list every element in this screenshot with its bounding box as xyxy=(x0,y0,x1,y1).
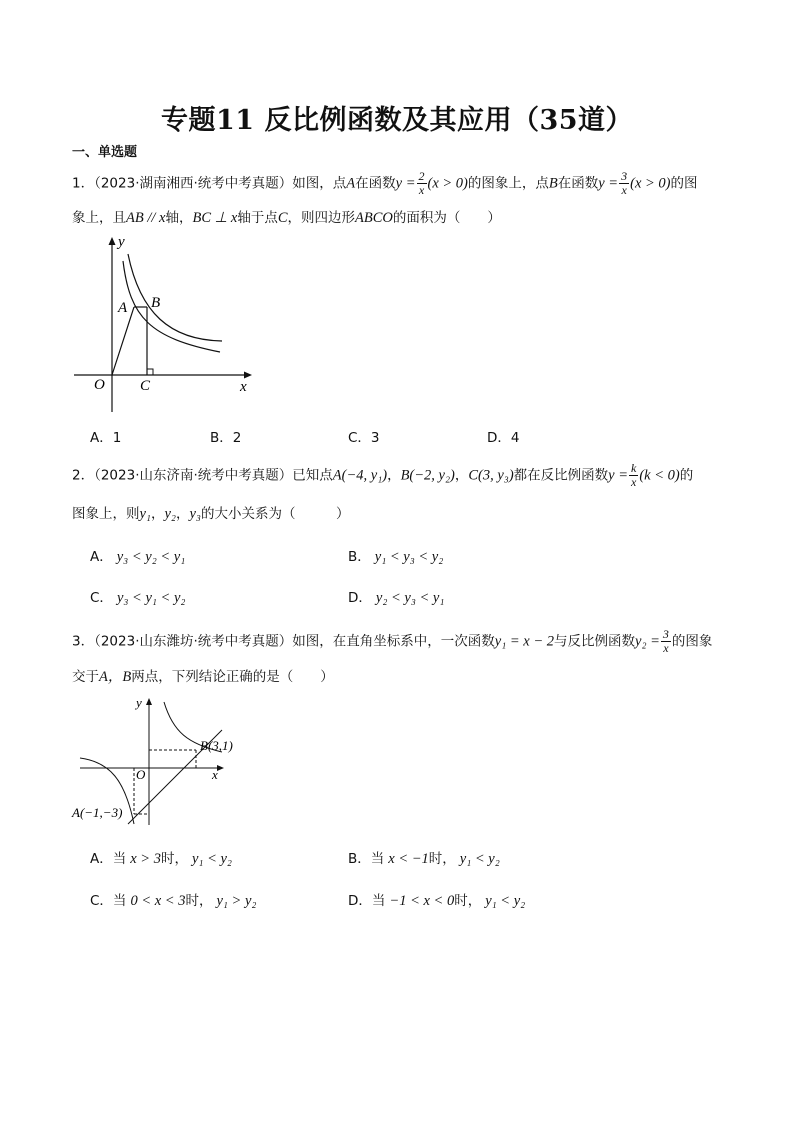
q1-frac2-den: x xyxy=(621,183,627,197)
q1-in-func2: 在函数 xyxy=(557,175,599,192)
q2-fraction xyxy=(629,462,638,489)
section-heading: 一、单选题 xyxy=(72,145,138,160)
q1-curve-outer xyxy=(128,254,222,341)
q3-ab: A，B xyxy=(99,669,132,685)
q2-point-b: B(−2, y₂) xyxy=(400,467,455,484)
q2-y2: y₂ xyxy=(164,506,176,522)
page-title: 专题11 反比例函数及其应用（35道） xyxy=(160,105,634,136)
q3-opt-c-expr: y₁ > y₂ xyxy=(216,893,257,909)
q1-frac1-den: x xyxy=(418,183,425,197)
q2-point-a: A(−4, y₁) xyxy=(332,467,388,484)
q2-opt-b-expr: y₁ < y₃ < y₂ xyxy=(374,549,444,565)
q2-y3: y₃ xyxy=(189,506,201,522)
q2-comma2: ， xyxy=(175,506,190,522)
q1-line2 xyxy=(72,206,501,227)
q1-label-b: B xyxy=(151,295,161,311)
q1-figure xyxy=(70,228,260,418)
q2-mid: 都在反比例函数 xyxy=(513,467,609,484)
q1-label-c: C xyxy=(140,378,151,394)
q3-opt-d-time: 时， xyxy=(454,893,482,909)
q3-label-b: B(3,1) xyxy=(200,738,233,753)
q2-line2-b: 的大小关系为（ ） xyxy=(200,506,350,522)
q1-frac1-num: 2 xyxy=(418,169,425,183)
q1-option-a[interactable]: A．1 xyxy=(90,430,122,446)
q3-line1 xyxy=(72,628,712,655)
q3-opt-d-label: D．当 xyxy=(348,893,386,909)
q1-cond2: (x > 0) xyxy=(630,175,671,192)
q3-label-x: x xyxy=(212,767,218,782)
q1-option-b[interactable]: B．2 xyxy=(210,430,242,446)
q1-point-c: C xyxy=(277,210,288,226)
q1-y-arrow xyxy=(109,237,116,245)
q2-opt-a-label: A． xyxy=(90,549,113,565)
q3-option-d[interactable] xyxy=(348,889,525,910)
q2-option-c[interactable] xyxy=(90,586,185,607)
q1-frac2-num: 3 xyxy=(621,169,628,183)
q2-frac-num: k xyxy=(631,461,637,475)
q2-option-a[interactable] xyxy=(90,545,185,566)
q1-y-eq2: y = xyxy=(598,175,619,192)
q2-option-d[interactable] xyxy=(348,586,444,607)
q2-opt-d-expr: y₂ < y₃ < y₁ xyxy=(375,590,445,606)
q2-opt-c-label: C． xyxy=(90,590,113,606)
q3-fraction xyxy=(661,628,671,655)
q2-cond: (k < 0) xyxy=(639,467,680,484)
q1-label-a: A xyxy=(118,300,128,316)
q1-y-eq: y = xyxy=(395,175,416,192)
q3-frac-den: x xyxy=(663,641,669,655)
q2-line2 xyxy=(72,502,349,523)
q3-opt-a-cond: x > 3 xyxy=(130,851,161,867)
q3-linear: y₁ = x − 2 xyxy=(494,633,555,650)
q2-comma1: ， xyxy=(150,506,165,522)
q1-point-a: A xyxy=(346,175,356,192)
q3-mid: 与反比例函数 xyxy=(554,633,636,650)
q1-seg-oa xyxy=(112,307,134,375)
q2-opt-c-expr: y₃ < y₁ < y₂ xyxy=(116,590,186,606)
q3-opt-a-expr: y₁ < y₂ xyxy=(191,851,232,867)
q1-cond: (x > 0) xyxy=(427,175,468,192)
q1-line2-b: 轴， xyxy=(165,210,193,226)
q2-opt-b-label: B． xyxy=(348,549,371,565)
q1-ab-par: AB // x xyxy=(126,210,166,226)
q2-line1 xyxy=(72,462,693,489)
q3-option-a[interactable] xyxy=(90,847,232,868)
q1-right-angle xyxy=(147,369,153,375)
q3-line2: 交于 xyxy=(72,669,99,685)
q2-y-eq: y = xyxy=(608,467,629,484)
q2-opt-d-label: D． xyxy=(348,590,372,606)
q1-tail: 的图 xyxy=(670,175,698,192)
q1-option-d[interactable]: D．4 xyxy=(487,430,520,446)
q2-y1: y₁ xyxy=(139,506,151,522)
q3-y-arrow xyxy=(146,698,152,705)
q3-line2-b: 两点，下列结论正确的是（ ） xyxy=(131,669,334,685)
q1-label-y: y xyxy=(118,234,125,250)
q3-option-c[interactable] xyxy=(90,889,256,910)
q1-fraction-2 xyxy=(619,170,629,197)
q1-abco: ABCO xyxy=(355,210,393,226)
q1-line1 xyxy=(72,170,698,197)
q1-mid: 的图象上，点 xyxy=(467,175,549,192)
q3-lead: 3．（2023·山东潍坊·统考中考真题）如图，在直角坐标系中，一次函数 xyxy=(72,633,495,650)
q1-lead: 1．（2023·湖南湘西·统考中考真题）如图，点 xyxy=(72,175,347,192)
q1-line2-d: ，则四边形 xyxy=(287,210,355,226)
q3-opt-b-expr: y₁ < y₂ xyxy=(459,851,500,867)
q3-opt-d-expr: y₁ < y₂ xyxy=(485,893,526,909)
q2-point-c: C(3, y₃) xyxy=(468,467,514,484)
q3-opt-d-cond: −1 < x < 0 xyxy=(389,893,455,909)
q2-sep2: ， xyxy=(454,467,469,484)
q1-point-b: B xyxy=(548,175,558,192)
q3-line2 xyxy=(72,665,334,686)
q2-line2-a: 图象上，则 xyxy=(72,506,140,522)
q2-sep1: ， xyxy=(387,467,401,484)
q3-y-eq: y₂ = xyxy=(635,633,660,650)
q3-x-arrow xyxy=(217,765,224,771)
q3-opt-c-label: C．当 xyxy=(90,893,127,909)
q3-tail: 的图象 xyxy=(671,633,713,650)
q3-opt-a-time: 时， xyxy=(160,851,188,867)
q1-line2-a: 象上，且 xyxy=(72,210,126,226)
q2-tail: 的 xyxy=(679,467,694,484)
q3-opt-b-label: B．当 xyxy=(348,851,385,867)
q3-option-b[interactable] xyxy=(348,847,500,868)
q3-figure xyxy=(70,690,240,830)
q2-lead: 2．（2023·山东济南·统考中考真题）已知点 xyxy=(72,467,333,484)
q1-x-arrow xyxy=(244,372,252,379)
q2-opt-a-expr: y₃ < y₂ < y₁ xyxy=(116,549,186,565)
q3-opt-c-cond: 0 < x < 3 xyxy=(130,893,186,909)
q3-opt-c-time: 时， xyxy=(185,893,213,909)
q1-bc-perp: BC ⊥ x xyxy=(192,210,238,226)
q3-label-a: A(−1,−3) xyxy=(72,805,123,820)
q3-opt-a-label: A．当 xyxy=(90,851,127,867)
q1-line2-c: 轴于点 xyxy=(237,210,278,226)
q1-fraction-1 xyxy=(417,170,427,197)
q1-label-x: x xyxy=(240,379,247,395)
q3-opt-b-time: 时， xyxy=(428,851,456,867)
q3-label-y: y xyxy=(136,695,142,710)
q3-label-o: O xyxy=(136,767,146,782)
q1-in-func: 在函数 xyxy=(355,175,396,192)
q1-option-c[interactable]: C．3 xyxy=(348,430,380,446)
q1-line2-e: 的面积为（ ） xyxy=(392,210,501,226)
q3-opt-b-cond: x < −1 xyxy=(388,851,429,867)
q2-option-b[interactable] xyxy=(348,545,443,566)
q3-frac-num: 3 xyxy=(662,627,669,641)
q2-frac-den: x xyxy=(631,475,637,489)
q1-label-o: O xyxy=(94,377,105,393)
